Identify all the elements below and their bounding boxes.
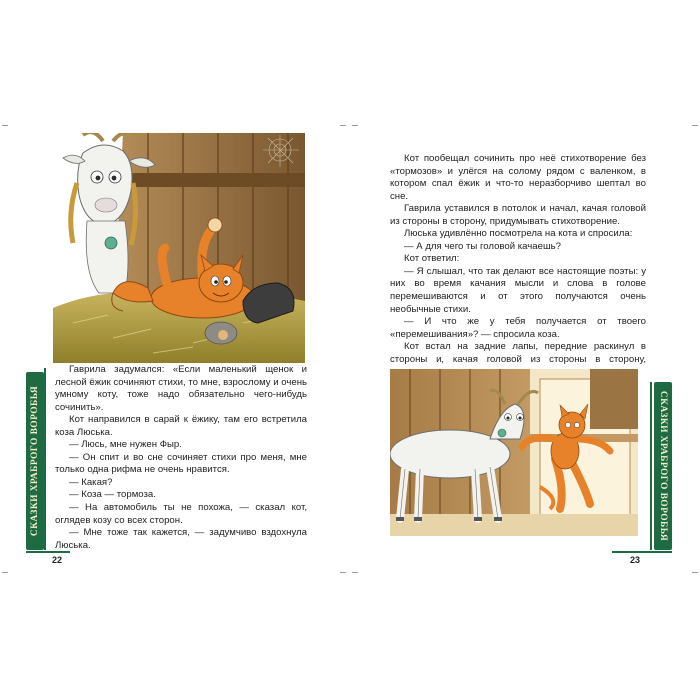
- goat-and-dancing-cat-illustration: [390, 369, 638, 536]
- crop-mark: [692, 125, 698, 126]
- paragraph: — Коза — тормоза.: [69, 489, 156, 501]
- left-page-text: [55, 364, 307, 552]
- right-page-text: [390, 153, 646, 379]
- paragraph: — Мне тоже так кажется, — задумчиво вздохнула Люська.: [55, 527, 307, 551]
- paragraph: Кот направился в сарай к ёжику, там его встретила коза Люська.: [55, 414, 307, 438]
- paragraph: Люська удивлённо посмотрела на кота и спросила:: [404, 228, 633, 240]
- crop-mark: [340, 125, 346, 126]
- paragraph: Гаврила задумался: «Если маленький щенок и лесной ёжик сочиняют стихи, то мне, взрослому и очень умному коту, тоже надо обязательно чего-нибудь сочинить».: [55, 364, 308, 413]
- goat-and-cat-illustration: [53, 133, 305, 363]
- paragraph: Кот пообещал сочинить про неё стихотворение без «тормозов» и улёгся на солому рядом с валенком, в котором спал ёжик и что-то неразборчиво шептал во сне.: [390, 153, 646, 202]
- paragraph: — На автомобиль ты не похожа, — сказал кот, оглядев козу со всех сторон.: [55, 502, 307, 526]
- crop-mark: [692, 572, 698, 573]
- right-page: [350, 0, 700, 700]
- side-title: СКАЗКИ ХРАБРОГО ВОРОБЬЯ: [658, 390, 668, 542]
- crop-mark: [2, 572, 8, 573]
- paragraph: Кот ответил:: [404, 253, 460, 265]
- bottom-rule: [612, 551, 672, 553]
- paragraph: Гаврила уставился в потолок и начал, качая головой из стороны в сторону, придумывать стихотворение.: [390, 203, 646, 227]
- crop-mark: [2, 125, 8, 126]
- side-rule: [44, 368, 46, 550]
- crop-mark: [340, 572, 346, 573]
- paragraph: — И что же у тебя получается от твоего «перемешивания»? — спросила коза.: [390, 316, 646, 340]
- paragraph: Кот встал на задние лапы, передние раскинул в стороны и, качая головой из стороны в сторону,: [390, 341, 646, 365]
- page-number: 23: [630, 555, 641, 565]
- crop-mark: [352, 572, 358, 573]
- side-title: СКАЗКИ ХРАБРОГО ВОРОБЬЯ: [30, 385, 40, 537]
- paragraph: — Люсь, мне нужен Фыр.: [69, 439, 182, 451]
- paragraph: — Какая?: [69, 476, 113, 488]
- bottom-rule: [26, 551, 70, 553]
- paragraph: — Он спит и во сне сочиняет стихи про меня, мне только одна рифма не очень нравится.: [55, 451, 307, 476]
- paragraph: — Я слышал, что так делают все настоящие поэты: у них во время качания мысли и слова в голове перемешиваются и от этого получаются очень необычные стихи.: [390, 265, 646, 315]
- side-rule: [650, 382, 652, 550]
- crop-mark: [352, 125, 358, 126]
- paragraph: — А для чего ты головой качаешь?: [404, 240, 561, 252]
- page-number: 22: [52, 555, 63, 565]
